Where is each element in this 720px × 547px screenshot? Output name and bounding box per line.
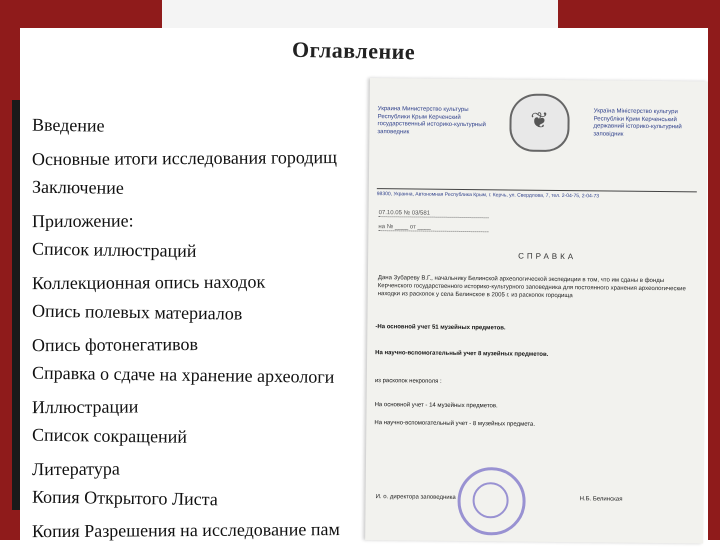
coat-of-arms-emblem xyxy=(509,93,570,152)
document-body: Дана Зубареву В.Г., начальнику Белинской археологической экспедиции в том, что им сданы в фонды Керченского государственного историко-культурного заповедника для постоянного хранения археологические находки из раскопок у села Белинское в 2005 г. из раскопок городища xyxy=(377,275,686,300)
toc-item: Введение xyxy=(31,114,105,136)
toc-item: Копия Открытого Листа xyxy=(31,486,218,510)
toc-item: Список сокращений xyxy=(31,424,188,447)
document-item: -На основной учет 51 музейных предметов. xyxy=(375,324,506,332)
scanned-certificate xyxy=(365,78,708,544)
toc-item: Справка о сдаче на хранение археологи xyxy=(31,362,335,387)
document-title: СПРАВКА xyxy=(518,251,577,262)
document-item: из раскопок некрополя : xyxy=(374,378,442,385)
toc-item: Опись полевых материалов xyxy=(31,300,243,324)
toc-item: Заключение xyxy=(31,176,124,198)
toc-item: Литература xyxy=(31,458,120,480)
stamp-inner-ring xyxy=(472,482,508,518)
signature-name: Н.Б. Белинская xyxy=(579,496,623,503)
toc-item: Основные итоги исследования городищ xyxy=(31,147,338,170)
reference-number: на № ____ от ____ xyxy=(378,224,488,232)
document-item: На основной учет - 14 музейных предметов. xyxy=(374,402,498,410)
griffin-icon: ❦ xyxy=(530,107,549,133)
document-item: На научно-вспомогательный учет - 8 музейных предмета. xyxy=(374,420,536,428)
toc-item: Копия Разрешения на исследование пам xyxy=(31,519,340,542)
table-of-contents xyxy=(32,112,372,546)
document-item: На научно-вспомогательный учет 8 музейных предметов. xyxy=(375,350,549,358)
letterhead-right: Україна Міністерство культури Республіки Крим Керченський державний історико-культурний заповідник xyxy=(593,108,682,138)
toc-item: Список иллюстраций xyxy=(31,238,197,261)
toc-item: Приложение: xyxy=(31,210,134,232)
signature-title: И. о. директора заповедника xyxy=(375,494,456,501)
registration-number: 07.10.05 № 03/581 xyxy=(379,210,489,218)
toc-item: Коллекционная опись находок xyxy=(31,271,266,294)
toc-item: Иллюстрации xyxy=(31,396,139,418)
toc-item: Опись фотонегативов xyxy=(31,334,198,356)
slide-frame-right xyxy=(708,0,720,540)
letterhead-left: Украина Министерство культуры Республики Крым Керченский государственный историко-культурный заповедник xyxy=(377,106,486,135)
page-title: Оглавление xyxy=(291,36,416,65)
letterhead-address: 98300, Украина, Автономная Республика Крым, г. Керчь, ул. Свердлова, 7, тел. 2-04-75, 2-04-73 xyxy=(377,188,697,201)
slide-frame-left-shadow xyxy=(12,100,20,510)
official-stamp xyxy=(457,467,526,536)
